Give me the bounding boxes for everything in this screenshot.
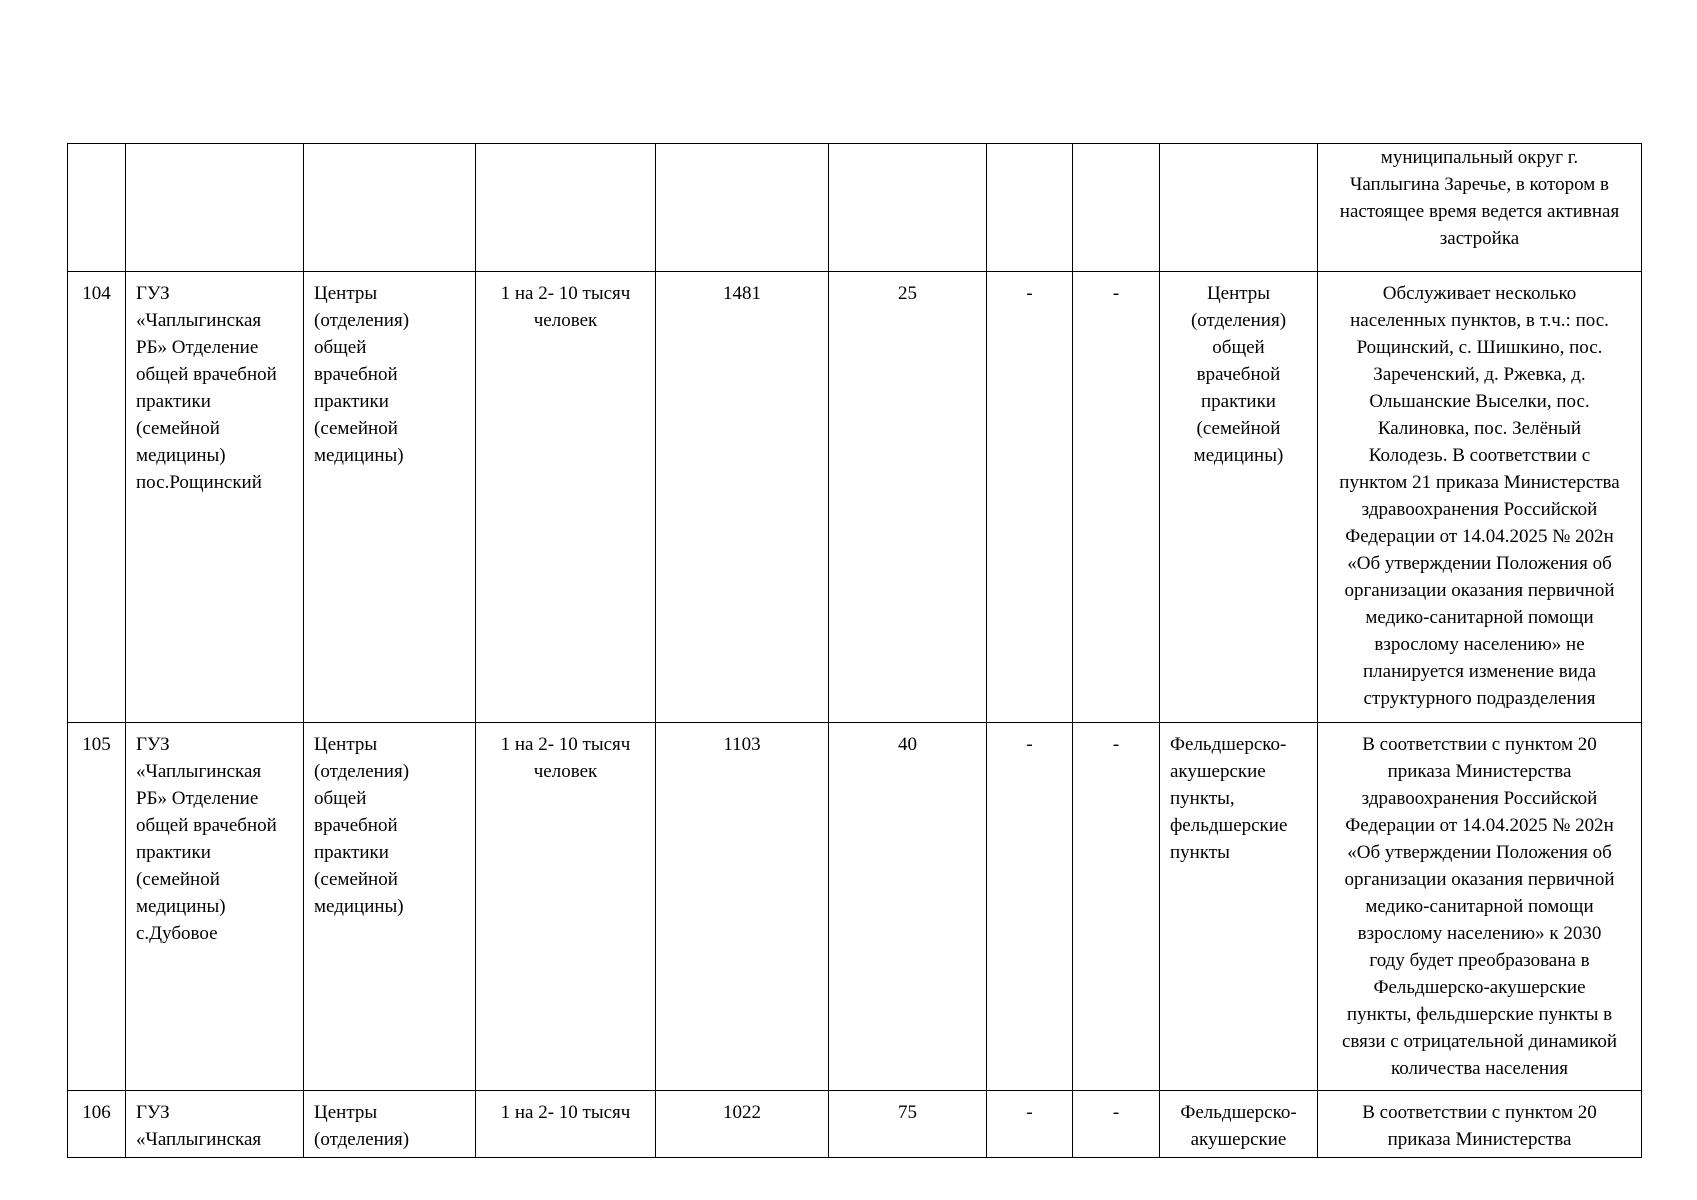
cell-num: 104 [68, 272, 126, 723]
facilities-table [67, 143, 1642, 1158]
cell-col7: - [987, 1091, 1073, 1158]
cell-name: ГУЗ «Чаплыгинская [126, 1091, 304, 1158]
cell-distance [829, 144, 987, 272]
cell-col8: - [1073, 1091, 1160, 1158]
cell-type [304, 144, 476, 272]
table-row [68, 1091, 1642, 1158]
cell-norm: 1 на 2- 10 тысяч человек [476, 272, 656, 723]
cell-num: 106 [68, 1091, 126, 1158]
cell-name: ГУЗ «Чаплыгинская РБ» Отделение общей врачебной практики (семейной медицины) с.Дубовое [126, 723, 304, 1091]
cell-target-type [1160, 144, 1318, 272]
cell-col7: - [987, 723, 1073, 1091]
cell-name: ГУЗ «Чаплыгинская РБ» Отделение общей врачебной практики (семейной медицины) пос.Рощинский [126, 272, 304, 723]
cell-type: Центры (отделения) [304, 1091, 476, 1158]
table-row [68, 272, 1642, 723]
cell-type: Центры (отделения) общей врачебной практики (семейной медицины) [304, 272, 476, 723]
cell-note: муниципальный округ г. Чаплыгина Заречье, в котором в настоящее время ведется активная застройка [1318, 144, 1642, 272]
cell-num: 105 [68, 723, 126, 1091]
cell-population: 1103 [656, 723, 829, 1091]
cell-population [656, 144, 829, 272]
cell-target-type: Центры (отделения) общей врачебной практики (семейной медицины) [1160, 272, 1318, 723]
cell-col7 [987, 144, 1073, 272]
cell-num [68, 144, 126, 272]
cell-distance: 75 [829, 1091, 987, 1158]
cell-norm: 1 на 2- 10 тысяч человек [476, 723, 656, 1091]
cell-distance: 40 [829, 723, 987, 1091]
cell-distance: 25 [829, 272, 987, 723]
cell-note: В соответствии с пунктом 20 приказа Министерства [1318, 1091, 1642, 1158]
cell-target-type: Фельдшерско- акушерские пункты, фельдшерские пункты [1160, 723, 1318, 1091]
cell-col8: - [1073, 272, 1160, 723]
cell-population: 1481 [656, 272, 829, 723]
cell-note: Обслуживает несколько населенных пунктов, в т.ч.: пос. Рощинский, с. Шишкино, пос. Зареченский, д. Ржевка, д. Ольшанские Выселки, пос. Калиновка, пос. Зелёный Колодезь. В соответствии с пунктом 21 приказа Министерства здравоохранения Российской Федерации от 14.04.2025 № 202н «Об утверждении Положения об организации оказания первичной медико-санитарной помощи взрослому населению» не планируется изменение вида структурного подразделения [1318, 272, 1642, 723]
table-row [68, 723, 1642, 1091]
cell-name [126, 144, 304, 272]
cell-norm: 1 на 2- 10 тысяч [476, 1091, 656, 1158]
cell-col7: - [987, 272, 1073, 723]
table-row [68, 144, 1642, 272]
cell-population: 1022 [656, 1091, 829, 1158]
cell-col8: - [1073, 723, 1160, 1091]
cell-col8 [1073, 144, 1160, 272]
cell-norm [476, 144, 656, 272]
cell-type: Центры (отделения) общей врачебной практики (семейной медицины) [304, 723, 476, 1091]
cell-note: В соответствии с пунктом 20 приказа Министерства здравоохранения Российской Федерации от 14.04.2025 № 202н «Об утверждении Положения об организации оказания первичной медико-санитарной помощи взрослому населению» к 2030 году будет преобразована в Фельдшерско-акушерские пункты, фельдшерские пункты в связи с отрицательной динамикой количества населения [1318, 723, 1642, 1091]
cell-target-type: Фельдшерско- акушерские [1160, 1091, 1318, 1158]
